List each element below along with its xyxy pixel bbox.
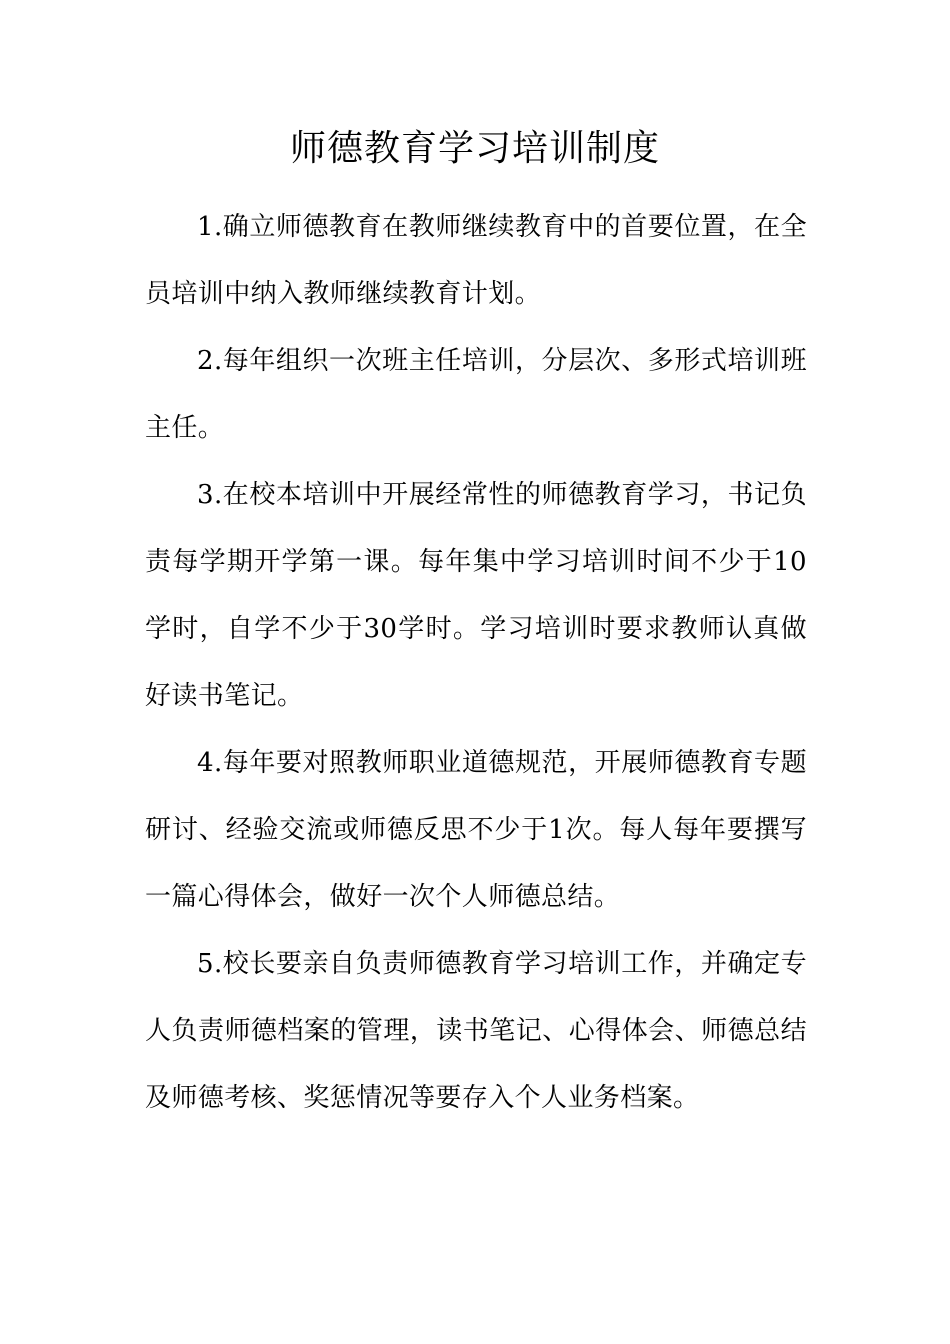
paragraph-3: 3.在校本培训中开展经常性的师德教育学习，书记负责每学期开学第一课。每年集中学习培训时间不少于10学时，自学不少于30学时。学习培训时要求教师认真做好读书笔记。 [145, 480, 807, 711]
paragraph-4: 4.每年要对照教师职业道德规范，开展师德教育专题研讨、经验交流或师德反思不少于1次。每人每年要撰写一篇心得体会，做好一次个人师德总结。 [145, 748, 807, 912]
document-body [145, 194, 807, 1132]
paragraph-1: 1.确立师德教育在教师继续教育中的首要位置，在全员培训中纳入教师继续教育计划。 [145, 212, 807, 309]
paragraph-2: 2.每年组织一次班主任培训，分层次、多形式培训班主任。 [145, 346, 807, 443]
document-title: 师德教育学习培训制度 [289, 128, 660, 169]
paragraph-5: 5.校长要亲自负责师德教育学习培训工作，并确定专人负责师德档案的管理，读书笔记、心得体会、师德总结及师德考核、奖惩情况等要存入个人业务档案。 [145, 949, 807, 1113]
